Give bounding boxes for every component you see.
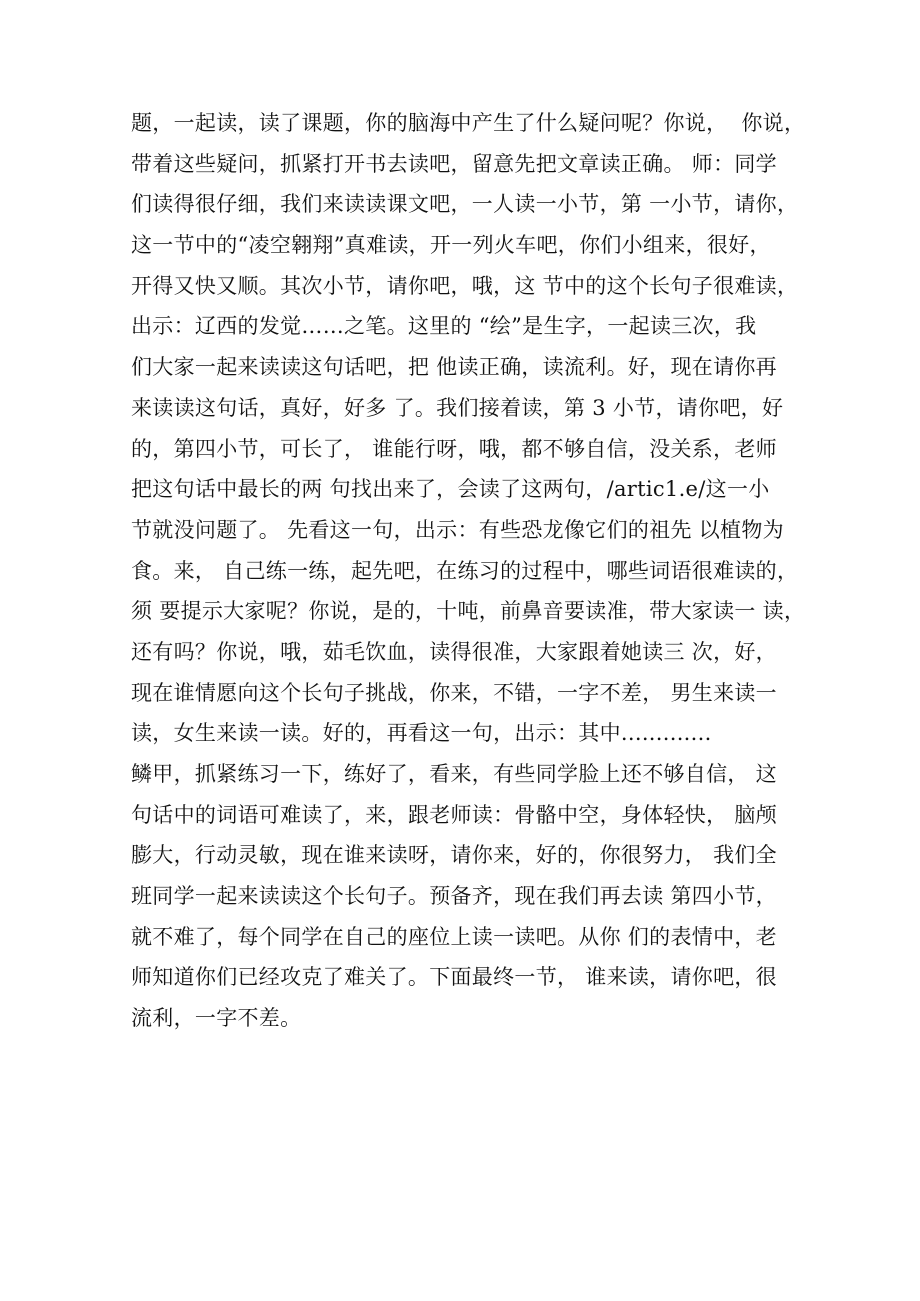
text-line-9: 的，第四小节，可长了， 谁能行呀，哦，都不够自信，没关系，老师 (131, 436, 777, 461)
text-line-6: 出示：辽西的发觉……之笔。这里的 “绘”是生字，一起读三次，我 (131, 314, 757, 339)
body-text (131, 103, 811, 1039)
text-line-8: 来读读这句话，真好，好多 了。我们接着读，第 3 小节，请你吧，好 (131, 395, 784, 420)
text-line-3: 们读得很仔细，我们来读读课文吧，一人读一小节，第 一小节，请你， (131, 192, 799, 217)
text-line-10: 把这句话中最长的两 句找出来了，会读了这两句，/artic1.e/这一小 (131, 477, 770, 502)
text-line-21: 就不难了，每个同学在自己的座位上读一读吧。从你 们的表情中，老 (131, 924, 777, 949)
text-line-20: 班同学一起来读读这个长句子。预备齐，现在我们再去读 第四小节， (131, 884, 777, 909)
text-line-18: 句话中的词语可难读了，来，跟老师读：骨骼中空，身体轻快， 脑颅 (131, 802, 777, 827)
text-line-4: 这一节中的“凌空翱翔”真难读，开一列火车吧，你们小组来，很好， (131, 233, 771, 258)
text-line-23: 流利，一字不差。 (131, 1006, 302, 1031)
text-line-11: 节就没问题了。 先看这一句，出示：有些恐龙像它们的祖先 以植物为 (131, 517, 784, 542)
text-line-1: 题，一起读，读了课题，你的脑海中产生了什么疑问呢？你说， 你说， (131, 111, 806, 135)
text-line-7: 们大家一起来读读这句话吧，把 他读正确，读流利。好，现在请你再 (131, 355, 777, 380)
text-line-22: 师知道你们已经攻克了难关了。下面最终一节， 谁来读，请你吧，很 (131, 965, 777, 990)
text-line-17: 鳞甲，抓紧练习一下，练好了，看来，有些同学脸上还不够自信， 这 (131, 762, 777, 786)
text-line-19: 膨大，行动灵敏，现在谁来读呀，请你来，好的，你很努力， 我们全 (131, 843, 777, 868)
text-line-15: 现在谁情愿向这个长句子挑战，你来，不错，一字不差， 男生来读一 (131, 680, 777, 705)
text-line-12: 食。来， 自己练一练，起先吧，在练习的过程中，哪些词语很难读的， (131, 558, 799, 583)
text-line-16: 读，女生来读一读。好的，再看这一句，出示：其中............. (131, 721, 712, 746)
text-line-5: 开得又快又顺。其次小节，请你吧，哦，这 节中的这个长句子很难读， (131, 273, 799, 298)
text-line-13: 须 要提示大家呢？你说，是的，十吨，前鼻音要读准，带大家读一 读， (131, 599, 806, 624)
text-line-14: 还有吗？你说，哦，茹毛饮血，读得很准，大家跟着她读三 次，好， (131, 639, 777, 664)
text-line-2: 带着这些疑问，抓紧打开书去读吧，留意先把文章读正确。 师：同学 (131, 151, 777, 176)
